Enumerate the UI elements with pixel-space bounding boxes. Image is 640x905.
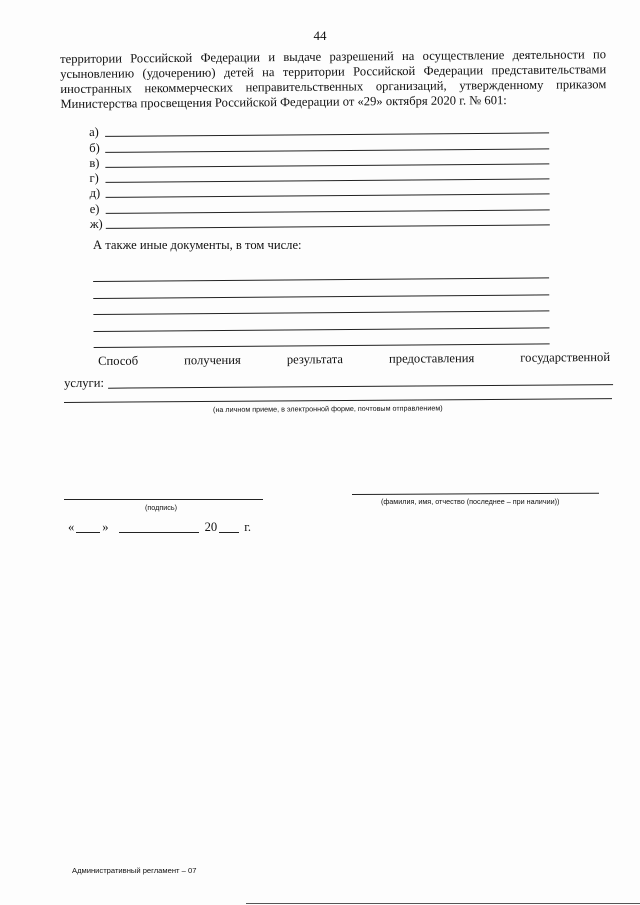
delivery-method-word: получения: [184, 352, 241, 368]
signature-caption: (подпись): [145, 503, 177, 512]
fill-line: [105, 137, 549, 152]
date-year-suffix: г.: [244, 520, 252, 534]
fill-line: [105, 152, 549, 167]
signature-line: [64, 499, 263, 500]
date-year-blank: [219, 520, 239, 533]
list-item-letter: б): [89, 140, 100, 155]
page-number: 44: [313, 28, 327, 43]
full-name-caption: (фамилия, имя, отчество (последнее – при наличии)): [381, 497, 560, 506]
other-documents-label: А также иные документы, в том числе:: [93, 238, 302, 252]
list-item-letter: в): [89, 155, 100, 170]
list-item: [90, 212, 550, 231]
list-item-letter: д): [89, 186, 101, 201]
delivery-method-heading: [98, 350, 610, 369]
list-item-letter: е): [89, 201, 100, 216]
intro-paragraph: территории Российской Федерации и выдаче разрешений на осуществление деятельности по усыновлению (удочерению) детей на территории Российской Федерации представительствами иностранных некоммерческих неправительственных организаций, утвержденному приказом Министерства просвещения Российской Федерации от «29» октября 2020 г. № 601:: [60, 47, 607, 111]
delivery-method-field: [64, 372, 613, 391]
full-name-line: [352, 493, 599, 495]
delivery-method-word: государственной: [520, 349, 611, 365]
delivery-method-label: услуги:: [64, 375, 104, 390]
list-item-letter: а): [89, 125, 99, 140]
fill-line: [106, 198, 550, 213]
delivery-method-word: результата: [286, 352, 344, 367]
fill-line: [105, 122, 549, 137]
date-field: [68, 520, 251, 535]
date-close-quote: »: [102, 520, 109, 534]
delivery-method-word: Способ: [98, 353, 139, 368]
date-day-blank: [76, 520, 100, 533]
date-open-quote: «: [68, 520, 75, 534]
list-item-letter: ж): [89, 216, 103, 232]
delivery-method-caption: (на личном приеме, в электронной форме, почтовым отправлением): [213, 403, 443, 414]
fill-line: [106, 213, 550, 228]
delivery-method-word: предоставления: [388, 351, 475, 366]
fill-line: [64, 398, 612, 403]
page-footer: Административный регламент – 07: [72, 866, 197, 875]
list-item-letter: г): [89, 171, 99, 186]
date-year-prefix: 20: [204, 520, 218, 534]
other-documents-lines: [93, 262, 550, 348]
fill-line: [94, 328, 550, 348]
fill-line: [108, 372, 613, 389]
date-month-blank: [119, 520, 199, 533]
document-list: [89, 120, 550, 231]
fill-line: [105, 183, 549, 198]
scan-edge-line: [246, 903, 640, 904]
fill-line: [105, 168, 549, 183]
